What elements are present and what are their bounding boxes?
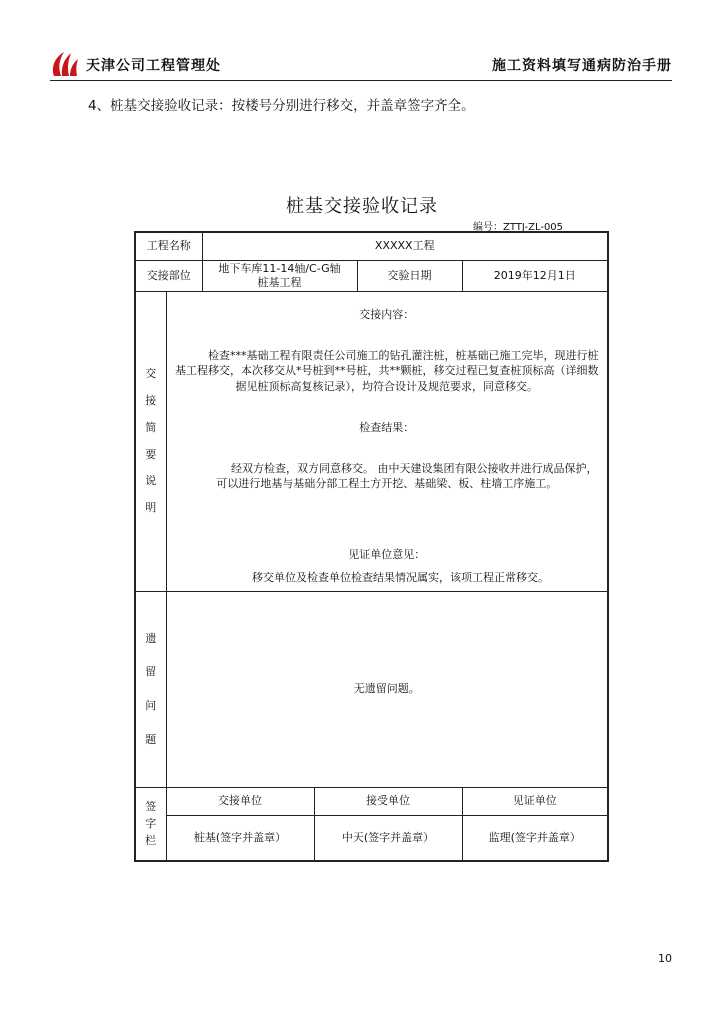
summary-label-char: 明 (145, 501, 157, 514)
summary-label-char: 说 (145, 474, 157, 488)
header-divider (50, 80, 672, 81)
manual-title: 施工资料填写通病防治手册 (492, 58, 672, 74)
handover-part-label: 交接部位 (135, 260, 202, 291)
handover-part-row (135, 260, 608, 291)
summary-row (135, 291, 608, 591)
witness-title: 见证单位意见： (348, 547, 426, 561)
org-name: 天津公司工程管理处 (86, 58, 221, 74)
signature-header-row (135, 787, 608, 815)
page-header (50, 50, 672, 80)
company-logo-icon (50, 50, 80, 78)
inspection-date-label: 交验日期 (357, 260, 462, 291)
summary-label (135, 291, 166, 591)
page-number: 10 (658, 952, 672, 965)
handover-part-value-line2: 桩基工程 (257, 275, 302, 289)
remaining-label-char: 问 (145, 699, 157, 712)
summary-label-char: 交 (145, 367, 157, 381)
sign-handover-value: 桩基(签字并盖章） (166, 815, 314, 861)
handover-content-text: 检查***基础工程有限责任公司施工的钻孔灌注桩，桩基础已施工完毕，现进行桩基工程移交，本次移交从*号桩到**号桩，共**颗桩，移交过程已复查桩顶标高（详细数据见桩顶标高复核记录），均符合设计及规范要求，同意移交。 (175, 348, 599, 394)
summary-label-char: 简 (145, 420, 157, 434)
sign-handover-unit-label: 交接单位 (166, 787, 314, 815)
summary-label-char: 要 (145, 447, 157, 461)
remaining-issues-row (135, 591, 608, 787)
witness-text: 移交单位及检查单位检查结果情况属实，该项工程正常移交。 (252, 570, 549, 584)
sign-witness-unit-label: 见证单位 (462, 787, 608, 815)
signature-label-char: 签 (145, 800, 157, 814)
sign-receiver-value: 中天(签字并盖章） (314, 815, 462, 861)
summary-label-char: 接 (145, 394, 157, 407)
project-name-row (135, 232, 608, 260)
remaining-label-char: 题 (145, 732, 157, 746)
handover-form-table (134, 231, 609, 862)
project-name-label: 工程名称 (135, 232, 202, 260)
signature-label-char: 字 (145, 816, 157, 830)
inspection-date-value: 2019年12月1日 (462, 260, 608, 291)
check-result-title: 检查结果： (359, 420, 415, 434)
intro-text: 4、桩基交接验收记录：按楼号分别进行移交，并盖章签字齐全。 (88, 98, 475, 114)
signature-label (135, 787, 166, 861)
form-title: 桩基交接验收记录 (286, 196, 438, 217)
handover-content-title: 交接内容： (359, 307, 415, 321)
remaining-label-char: 留 (145, 665, 157, 679)
remaining-text: 无遗留问题。 (166, 591, 608, 787)
signature-label-char: 栏 (145, 833, 157, 847)
sign-witness-value: 监理(签字并盖章） (462, 815, 608, 861)
remaining-label-char: 遗 (145, 631, 157, 645)
remaining-label (135, 591, 166, 787)
project-name-value: XXXXX工程 (202, 232, 608, 260)
sign-receiver-unit-label: 接受单位 (314, 787, 462, 815)
form-code: 编号：ZTTJ-ZL-005 (473, 222, 564, 233)
handover-part-value-line1: 地下车库11-14轴/C-G轴 (218, 261, 341, 275)
check-result-text: 经双方检查，双方同意移交。 由中天建设集团有限公接收并进行成品保护，可以进行地基与基础分部工程土方开挖、基础梁、板、柱墙工序施工。 (216, 461, 598, 491)
signature-value-row (135, 815, 608, 861)
summary-content (166, 291, 608, 591)
handover-part-value (202, 260, 357, 291)
